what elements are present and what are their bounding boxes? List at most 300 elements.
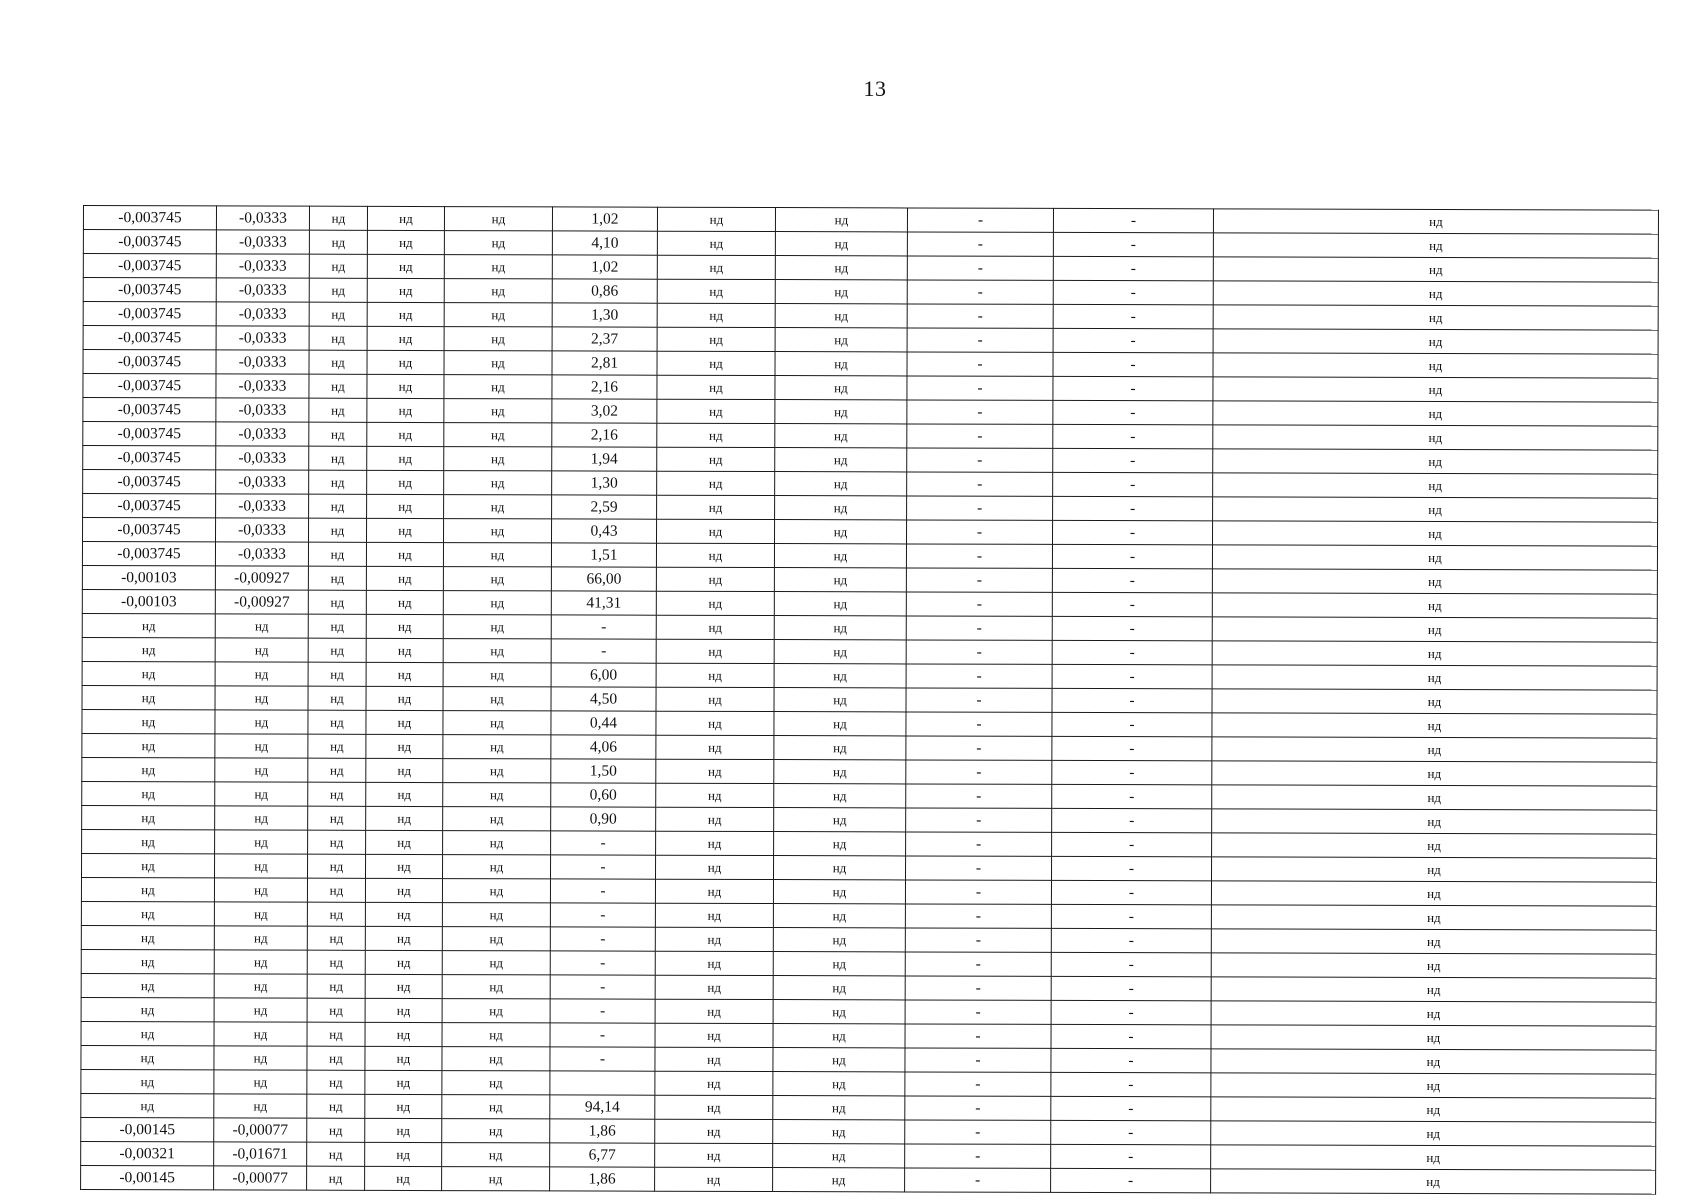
table-cell-col-11: нд: [1213, 353, 1658, 378]
table-cell-col-1: нд: [82, 637, 215, 661]
table-cell-col-1: нд: [82, 685, 215, 709]
table-cell-col-6: -: [550, 903, 655, 927]
table-cell-col-4: нд: [367, 398, 444, 422]
table-cell-col-4: нд: [366, 734, 443, 758]
table-cell-col-9: -: [907, 496, 1053, 520]
table-cell-col-5: нд: [444, 375, 552, 399]
table-cell-col-10: -: [1052, 856, 1212, 880]
table-cell-col-9: -: [907, 400, 1053, 424]
table-cell-col-1: нд: [81, 973, 214, 997]
table-cell-col-2: нд: [215, 806, 308, 830]
table-cell-col-10: -: [1051, 1024, 1211, 1048]
table-cell-col-9: -: [905, 1048, 1051, 1072]
table-cell-col-4: нд: [367, 206, 444, 230]
table-cell-col-6: 66,00: [551, 567, 656, 591]
table-cell-col-11: нд: [1211, 953, 1656, 978]
table-cell-col-11: нд: [1213, 209, 1658, 234]
table-cell-col-5: нд: [443, 567, 551, 591]
table-cell-col-3: нд: [307, 1070, 365, 1094]
table-cell-col-2: нд: [215, 758, 308, 782]
table-cell-col-8: нд: [775, 400, 907, 424]
table-cell-col-11: нд: [1213, 305, 1658, 330]
table-cell-col-9: -: [906, 712, 1052, 736]
table-cell-col-6: 2,37: [552, 327, 657, 351]
table-cell-col-7: нд: [656, 687, 774, 711]
table-cell-col-5: нд: [442, 1023, 550, 1047]
table-cell-col-2: нд: [215, 830, 308, 854]
table-cell-col-9: -: [907, 256, 1053, 280]
table-cell-col-9: -: [907, 472, 1053, 496]
table-cell-col-11: нд: [1213, 497, 1658, 522]
table-cell-col-3: нд: [308, 758, 366, 782]
table-cell-col-4: нд: [365, 1166, 442, 1190]
table-cell-col-8: нд: [774, 616, 906, 640]
table-cell-col-5: нд: [444, 327, 552, 351]
table-cell-col-2: нд: [215, 734, 308, 758]
table-cell-col-10: -: [1051, 928, 1211, 952]
table-cell-col-2: -0,00927: [215, 590, 308, 614]
table-cell-col-5: нд: [442, 903, 550, 927]
table-cell-col-8: нд: [773, 1120, 905, 1144]
table-cell-col-11: нд: [1211, 1073, 1656, 1098]
table-cell-col-1: нд: [81, 877, 214, 901]
table-cell-col-9: -: [905, 880, 1051, 904]
table-cell-col-7: нд: [655, 1095, 773, 1119]
table-cell-col-5: нд: [443, 735, 551, 759]
table-cell-col-6: 4,06: [551, 735, 656, 759]
table-cell-col-6: -: [551, 615, 656, 639]
table-cell-col-5: нд: [442, 1143, 550, 1167]
table-cell-col-4: нд: [366, 566, 443, 590]
table-cell-col-11: нд: [1213, 473, 1658, 498]
table-cell-col-2: -0,01671: [214, 1142, 307, 1166]
table-cell-col-11: нд: [1211, 905, 1656, 930]
table-cell-col-4: нд: [365, 1070, 442, 1094]
table-cell-col-3: нд: [307, 1166, 365, 1190]
table-cell-col-7: нд: [656, 759, 774, 783]
table-cell-col-7: нд: [657, 471, 775, 495]
table-cell-col-9: -: [906, 808, 1052, 832]
table-cell-col-7: нд: [657, 351, 775, 375]
table-cell-col-4: нд: [367, 446, 444, 470]
table-cell-col-2: нд: [215, 686, 308, 710]
table-cell-col-10: -: [1052, 760, 1212, 784]
table-cell-col-8: нд: [774, 664, 906, 688]
table-cell-col-7: нд: [656, 543, 774, 567]
table-cell-col-6: -: [550, 927, 655, 951]
table-cell-col-3: нд: [308, 542, 366, 566]
table-cell-col-6: -: [551, 831, 656, 855]
table-cell-col-8: нд: [775, 208, 907, 232]
table-cell-col-9: -: [907, 208, 1053, 232]
table-cell-col-3: нд: [308, 686, 366, 710]
table-cell-col-8: нд: [775, 376, 907, 400]
table-cell-col-8: нд: [774, 856, 906, 880]
table-cell-col-1: -0,003745: [83, 350, 216, 374]
table-cell-col-8: нд: [773, 952, 905, 976]
table-cell-col-5: нд: [444, 207, 552, 231]
table-cell-col-3: нд: [307, 1022, 365, 1046]
table-cell-col-7: нд: [656, 735, 774, 759]
table-cell-col-7: нд: [657, 255, 775, 279]
table-cell-col-8: нд: [773, 1144, 905, 1168]
table-body: [81, 206, 1659, 1195]
table-cell-col-9: -: [906, 640, 1052, 664]
table-cell-col-7: нд: [657, 399, 775, 423]
table-cell-col-1: -0,003745: [83, 422, 216, 446]
table-cell-col-2: нд: [214, 950, 307, 974]
table-cell-col-10: -: [1053, 376, 1213, 400]
table-cell-col-11: нд: [1212, 737, 1657, 762]
table-cell-col-11: нд: [1213, 401, 1658, 426]
page-number: 13: [863, 76, 887, 101]
table-cell-col-8: нд: [775, 424, 907, 448]
table-cell-col-3: нд: [309, 350, 367, 374]
data-table: [80, 205, 1659, 1195]
table-cell-col-6: 0,90: [551, 807, 656, 831]
table-cell-col-10: -: [1051, 1072, 1211, 1096]
table-cell-col-11: нд: [1212, 593, 1657, 618]
table-cell-col-10: -: [1053, 496, 1213, 520]
table-cell-col-6: -: [551, 639, 656, 663]
table-cell-col-7: нд: [656, 855, 774, 879]
table-cell-col-2: -0,0333: [216, 302, 309, 326]
table-cell-col-1: -0,003745: [83, 230, 216, 254]
table-cell-col-6: 1,86: [550, 1119, 655, 1143]
table-cell-col-9: -: [906, 568, 1052, 592]
table-cell-col-8: нд: [774, 688, 906, 712]
table-cell-col-6: 1,94: [552, 447, 657, 471]
table-cell-col-6: -: [550, 879, 655, 903]
table-cell-col-9: -: [905, 976, 1051, 1000]
table-cell-col-5: нд: [444, 231, 552, 255]
table-cell-col-6: 94,14: [550, 1095, 655, 1119]
table-cell-col-6: -: [550, 999, 655, 1023]
table-cell-col-3: нд: [307, 1142, 365, 1166]
table-cell-col-4: нд: [366, 830, 443, 854]
table-cell-col-3: нд: [309, 518, 367, 542]
table-cell-col-7: нд: [655, 903, 773, 927]
table-cell-col-5: нд: [442, 879, 550, 903]
table-cell-col-8: нд: [773, 1048, 905, 1072]
table-cell-col-11: нд: [1211, 977, 1656, 1002]
table-cell-col-1: нд: [82, 709, 215, 733]
table-cell-col-7: нд: [657, 375, 775, 399]
table-cell-col-4: нд: [365, 998, 442, 1022]
table-cell-col-4: нд: [366, 614, 443, 638]
table-cell-col-8: нд: [773, 904, 905, 928]
table-cell-col-4: нд: [365, 950, 442, 974]
table-cell-col-8: нд: [774, 736, 906, 760]
table-cell-col-2: -0,0333: [216, 206, 309, 230]
table-cell-col-8: нд: [774, 592, 906, 616]
table-cell-col-7: нд: [656, 591, 774, 615]
table-cell-col-4: нд: [367, 470, 444, 494]
table-cell-col-1: -0,003745: [83, 518, 216, 542]
table-cell-col-7: нд: [657, 207, 775, 231]
table-cell-col-3: нд: [308, 566, 366, 590]
table-cell-col-1: -0,00103: [82, 589, 215, 613]
table-cell-col-5: нд: [444, 399, 552, 423]
table-cell-col-8: нд: [774, 520, 906, 544]
table-cell-col-3: нд: [308, 638, 366, 662]
table-cell-col-1: нд: [82, 757, 215, 781]
table-cell-col-2: нд: [214, 1094, 307, 1118]
table-cell-col-1: нд: [81, 997, 214, 1021]
table-cell-col-11: нд: [1212, 545, 1657, 570]
table-cell-col-11: нд: [1211, 929, 1656, 954]
table-cell-col-7: нд: [655, 879, 773, 903]
table-cell-col-7: нд: [657, 327, 775, 351]
table-cell-col-4: нд: [367, 302, 444, 326]
table-cell-col-7: нд: [655, 1167, 773, 1191]
table-cell-col-3: нд: [309, 278, 367, 302]
table-cell-col-6: -: [550, 951, 655, 975]
table-cell-col-2: -0,00077: [214, 1118, 307, 1142]
table-cell-col-5: нд: [444, 351, 552, 375]
table-cell-col-10: -: [1051, 880, 1211, 904]
table-cell-col-9: -: [907, 280, 1053, 304]
table-cell-col-9: -: [906, 544, 1052, 568]
table-cell-col-8: нд: [773, 976, 905, 1000]
table-cell-col-7: нд: [655, 927, 773, 951]
table-cell-col-6: 6,00: [551, 663, 656, 687]
table-cell-col-5: нд: [442, 975, 550, 999]
table-cell-col-4: нд: [365, 878, 442, 902]
table-cell-col-2: -0,0333: [216, 518, 309, 542]
table-cell-col-8: нд: [775, 352, 907, 376]
table-cell-col-1: -0,00145: [81, 1165, 214, 1189]
table-cell-col-3: нд: [309, 398, 367, 422]
table-cell-col-10: -: [1052, 736, 1212, 760]
table-cell-col-11: нд: [1212, 689, 1657, 714]
table-cell-col-3: нд: [309, 230, 367, 254]
table-cell-col-10: -: [1053, 400, 1213, 424]
table-cell-col-2: нд: [214, 902, 307, 926]
table-cell-col-10: -: [1053, 232, 1213, 256]
table-cell-col-4: нд: [367, 230, 444, 254]
table-cell-col-5: нд: [443, 831, 551, 855]
table-cell-col-10: -: [1052, 664, 1212, 688]
table-cell-col-1: нд: [82, 613, 215, 637]
table-cell-col-9: -: [906, 688, 1052, 712]
table-cell-col-4: нд: [367, 254, 444, 278]
table-cell-col-10: -: [1052, 568, 1212, 592]
table-cell-col-7: нд: [655, 1119, 773, 1143]
table-cell-col-3: нд: [309, 422, 367, 446]
table-cell-col-10: -: [1051, 976, 1211, 1000]
table-cell-col-10: -: [1052, 592, 1212, 616]
table-cell-col-8: нд: [773, 1096, 905, 1120]
table-cell-col-11: нд: [1212, 833, 1657, 858]
table-cell-col-6: -: [551, 855, 656, 879]
table-cell-col-3: нд: [307, 1094, 365, 1118]
table-cell-col-6: 4,50: [551, 687, 656, 711]
table-cell-col-5: нд: [442, 951, 550, 975]
table-cell-col-1: -0,003745: [83, 278, 216, 302]
table-cell-col-10: -: [1053, 352, 1213, 376]
table-cell-col-9: -: [905, 1072, 1051, 1096]
table-cell-col-3: нд: [309, 206, 367, 230]
table-cell-col-5: нд: [444, 447, 552, 471]
table-cell-col-5: нд: [443, 807, 551, 831]
table-cell-col-8: нд: [775, 256, 907, 280]
table-cell-col-1: -0,00103: [82, 565, 215, 589]
table-cell-col-9: -: [906, 784, 1052, 808]
table-cell-col-4: нд: [366, 806, 443, 830]
table-cell-col-7: нд: [655, 1071, 773, 1095]
table-cell-col-6: 2,81: [552, 351, 657, 375]
table-cell-col-4: нд: [367, 350, 444, 374]
table-cell-col-5: нд: [443, 711, 551, 735]
table-cell-col-6: -: [550, 1047, 655, 1071]
table-cell-col-3: нд: [308, 806, 366, 830]
table-cell-col-2: нд: [215, 638, 308, 662]
table-cell-col-1: нд: [82, 781, 215, 805]
table-cell-col-11: нд: [1211, 1145, 1656, 1170]
table-cell-col-2: -0,0333: [216, 374, 309, 398]
table-cell-col-4: нд: [366, 854, 443, 878]
table-cell-col-8: нд: [773, 1072, 905, 1096]
table-cell-col-2: нд: [214, 878, 307, 902]
table-cell-col-11: нд: [1211, 1121, 1656, 1146]
table-cell-col-2: -0,0333: [216, 230, 309, 254]
table-cell-col-7: нд: [656, 831, 774, 855]
table-cell-col-3: нд: [307, 950, 365, 974]
table-cell-col-4: нд: [366, 662, 443, 686]
table-cell-col-6: 2,59: [552, 495, 657, 519]
table-cell-col-10: -: [1053, 424, 1213, 448]
table-cell-col-11: нд: [1213, 257, 1658, 282]
table-cell-col-3: нд: [309, 254, 367, 278]
table-cell-col-6: 0,86: [552, 279, 657, 303]
table-cell-col-9: -: [907, 376, 1053, 400]
table-cell-col-4: нд: [365, 902, 442, 926]
table-cell-col-9: -: [905, 904, 1051, 928]
table-cell-col-3: нд: [309, 470, 367, 494]
table-cell-col-6: [550, 1071, 655, 1095]
table-cell-col-5: нд: [444, 423, 552, 447]
table-cell-col-3: нд: [307, 1046, 365, 1070]
table-cell-col-6: 0,60: [551, 783, 656, 807]
table-cell-col-4: нд: [366, 782, 443, 806]
table-cell-col-1: нд: [81, 925, 214, 949]
table-cell-col-11: нд: [1212, 713, 1657, 738]
table-cell-col-1: нд: [81, 901, 214, 925]
table-cell-col-4: нд: [365, 1094, 442, 1118]
table-cell-col-3: нд: [309, 326, 367, 350]
table-cell-col-10: -: [1053, 448, 1213, 472]
table-cell-col-11: нд: [1211, 1169, 1656, 1194]
table-cell-col-7: нд: [656, 711, 774, 735]
table-cell-col-10: -: [1053, 208, 1213, 232]
table-cell-col-8: нд: [773, 1024, 905, 1048]
table-cell-col-2: -0,00927: [215, 566, 308, 590]
table-cell-col-7: нд: [655, 1047, 773, 1071]
table-cell-col-7: нд: [656, 615, 774, 639]
table-cell-col-7: нд: [655, 1143, 773, 1167]
table-cell-col-3: нд: [307, 998, 365, 1022]
table-cell-col-4: нд: [365, 1046, 442, 1070]
table-cell-col-4: нд: [365, 926, 442, 950]
table-cell-col-8: нд: [773, 880, 905, 904]
table-cell-col-10: -: [1053, 256, 1213, 280]
table-cell-col-10: -: [1051, 1000, 1211, 1024]
table-cell-col-7: нд: [655, 1023, 773, 1047]
table-cell-col-10: -: [1051, 904, 1211, 928]
table-cell-col-1: -0,00321: [81, 1141, 214, 1165]
table-cell-col-9: -: [905, 1096, 1051, 1120]
table-cell-col-11: нд: [1211, 1001, 1656, 1026]
table-cell-col-1: -0,003745: [83, 254, 216, 278]
table-cell-col-10: -: [1051, 952, 1211, 976]
table-cell-col-6: 0,43: [551, 519, 656, 543]
table-cell-col-4: нд: [367, 278, 444, 302]
table-cell-col-9: -: [905, 928, 1051, 952]
table-cell-col-3: нд: [308, 782, 366, 806]
table-cell-col-11: нд: [1212, 761, 1657, 786]
table-cell-col-8: нд: [774, 760, 906, 784]
table-cell-col-4: нд: [365, 1118, 442, 1142]
table-cell-col-11: нд: [1211, 1025, 1656, 1050]
table-cell-col-6: 1,30: [552, 471, 657, 495]
table-cell-col-6: 1,30: [552, 303, 657, 327]
table-cell-col-1: нд: [82, 805, 215, 829]
table-cell-col-5: нд: [444, 471, 552, 495]
table-cell-col-2: -0,0333: [216, 422, 309, 446]
table-cell-col-2: -0,0333: [216, 350, 309, 374]
table-cell-col-5: нд: [443, 663, 551, 687]
table-cell-col-10: -: [1053, 328, 1213, 352]
table-cell-col-5: нд: [442, 1167, 550, 1191]
table-cell-col-2: нд: [215, 662, 308, 686]
table-cell-col-3: нд: [308, 662, 366, 686]
table-cell-col-10: -: [1053, 472, 1213, 496]
table-cell-col-2: нд: [215, 710, 308, 734]
table-cell-col-8: нд: [773, 928, 905, 952]
table-cell-col-8: нд: [774, 808, 906, 832]
table-cell-col-7: нд: [657, 231, 775, 255]
table-cell-col-9: -: [906, 760, 1052, 784]
table-cell-col-4: нд: [366, 590, 443, 614]
table-cell-col-8: нд: [775, 280, 907, 304]
table-cell-col-1: нд: [82, 733, 215, 757]
table-cell-col-11: нд: [1213, 425, 1658, 450]
table-cell-col-4: нд: [366, 758, 443, 782]
table-cell-col-4: нд: [365, 1142, 442, 1166]
table-cell-col-7: нд: [656, 783, 774, 807]
table-cell-col-5: нд: [444, 279, 552, 303]
table-cell-col-2: -0,0333: [216, 254, 309, 278]
table-cell-col-6: 1,02: [552, 255, 657, 279]
table-cell-col-2: нд: [214, 926, 307, 950]
table-cell-col-3: нд: [309, 494, 367, 518]
table-cell-col-2: -0,0333: [216, 326, 309, 350]
table-cell-col-3: нд: [307, 974, 365, 998]
table-cell-col-3: нд: [308, 854, 366, 878]
table-cell-col-11: нд: [1212, 617, 1657, 642]
table-cell-col-8: нд: [774, 712, 906, 736]
table-cell-col-6: 1,02: [552, 207, 657, 231]
table-cell-col-10: -: [1053, 304, 1213, 328]
table-cell-col-4: нд: [367, 326, 444, 350]
table-cell-col-1: нд: [81, 1021, 214, 1045]
table-cell-col-7: нд: [655, 999, 773, 1023]
table-cell-col-1: нд: [82, 853, 215, 877]
table-cell-col-9: -: [906, 832, 1052, 856]
table-cell-col-2: нд: [215, 782, 308, 806]
table-cell-col-7: нд: [657, 495, 775, 519]
